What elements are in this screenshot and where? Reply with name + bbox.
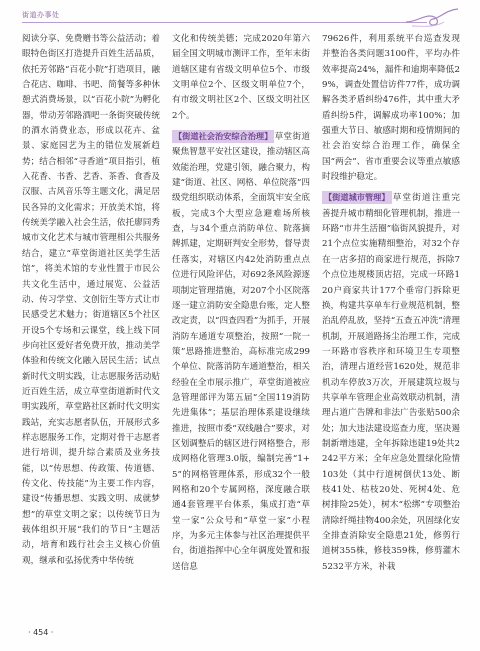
- section-heading-public-security: 【街道社会治安综合治理】: [174, 131, 273, 142]
- section-heading-urban-management: 【街道城市管理】: [324, 192, 390, 203]
- column-3: [322, 32, 460, 575]
- paragraph: 79626件，利用系统平台巡查发现并整治各类问题3100件，平均办件效率提高24%，漏件和逾期率降低29%，调查处置信访件77件，成功调解各类矛盾纠纷476件，其中重大矛盾纠纷5件，调解成功率100%；加强重大节日、敏感时期和疫情期间的社会治安综合治理工作，确保全国“两会”、省市重要会议等重点敏感时段维护稳定。: [322, 34, 460, 183]
- text-columns: [22, 32, 460, 612]
- page-header: [0, 0, 480, 30]
- section-body: 草堂街道聚焦智慧平安社区建设，推动辖区高效能治理，党建引领，融合聚力，构建“街道、社区、网格、单位院落”四级党组织联动体系，全面筑牢安全底板，完成3个大型应急避难场所核查，与34个重点消防单位、院落摘牌抓建，定期研判安全形势，督导责任落实，对辖区内42处消防重点点位进行风险评估，对692条风险源逐项制定管理措施，对207个小区院落逐一建立消防安全隐患台账，定人整改定责，以“四查四看”为抓手，开展消防车通道专项整治，按照“一院一策”思路推进整治，高标准完成299个单位、院落消防车通道整治，相关经验在全市展示推广，草堂街道被应急管理部评为第五届“全国119消防先进集体”；基层治理体系建设继续推进，按照市委“双线融合”要求，对区划调整后的辖区进行网格整合，形成网格化管理3.0版，编制完善“1+5”的网格管理体系，形成32个一般网格和20个专属网格，深度融合联通4套管理平台体系，集成打造“草堂一家”公众号和“草堂一家”小程序，为多元主体参与社区治理提供平台，街道指挥中心全年调度处置和报送信息: [172, 132, 310, 572]
- header-rule: [22, 22, 427, 23]
- decorative-swirl-icon: [404, 6, 460, 30]
- page-number: · 454 ·: [28, 628, 54, 637]
- paragraph: 阅读分享、免费赠书等公益活动；着眼特色街区打造提升百姓生活品质，依托芳邻路“百花小院”打造项目，融合花店、咖啡、书吧、简餐等多种休憩式消费场景，以“百花小院”为孵化器，带动芳邻路酒吧一条街突破传统的酒水消费业态，形成以花卉、盆景、家庭园艺为主的错位发展新趋势；结合相邻“寻香道”项目指引，植入花香、书香、艺香、茶香、食香及汉服、古风音乐等主题文化，满足居民各异的文化需求；开放美术馆，将传统美学融入社会生活，依托廖同秀城市文化艺术与城市管理相公共服务结合，建立“草堂街道社区美学生活馆”，将美术馆的专业性置于市民公共文化生活中，通过展览、公益活动、传习学堂、文创衍生等方式让市民感受艺术魅力；街道辖区5个社区开设5个专场和云课堂，线上线下同步向社区爱好者免费开放，推动美学体验和传统文化融入居民生活；试点新时代文明实践，让志愿服务活动贴近百姓生活，成立草堂街道新时代文明实践所，草堂路社区新时代文明实践站，充实志愿者队伍，开展形式多样志愿服务工作，定期对骨干志愿者进行培训，提升综合素质及业务技能，以“传思想、传政策、传道德、传文化、传技能”为主要工作内容，建设“传播思想、实践文明、成就梦想”的草堂文明之家；以传统节日为载体组织开展“我们的节日”主题活动，培育和践行社会主义核心价值观，继承和弘扬优秀中华传统: [22, 34, 160, 566]
- column-2: [172, 32, 310, 575]
- running-header-title: 街道办事处: [22, 11, 60, 19]
- paragraph: 文化和传统美德；完成2020年第六届全国文明城市测评工作，至年末街道辖区建有省级文明单位5个、市级文明单位2个、区级文明单位7个，有市级文明社区2个、区级文明社区2个。: [172, 34, 310, 121]
- section-paragraph: [172, 130, 310, 575]
- column-1: [22, 32, 160, 569]
- section-paragraph: [322, 191, 460, 575]
- section-body: 草堂街道注重完善提升城市精细化管理机制，推进一环路“市井生活圈”临街风貌提升，对21个点位实施精细整治，对32个存在一店多招的商家进行规范，拆除7个点位违规楼顶店招，完成一环路120户商家共计177个垂帘门拆除更换，构建共享单车行业规范机制，整治乱停乱放，坚持“五查五冲洗”清理机制，开展道路扬尘治理工作，完成一环路市容秩序和环境卫生专项整治，清理占道经营1620处，规范非机动车停放3万次，开展建筑垃圾与共享单车管理企业高效联动机制，清理占道广告牌和非法广告张贴500余处；加大违法建设巡查力度，坚决遏制新增违建，全年拆除违建19处共2242平方米；全年应急处置绿化险情103处（其中行道树倒伏13处、断枝41处、枯枝20处、死树4处、危树排险25处），树木“松绑”专项整治清除纤绳挂物400余处，巩固绿化安全排查消除安全隐患21处，修剪行道树355株，修枝359株，修剪灌木5232平方米，补栽: [322, 193, 460, 572]
